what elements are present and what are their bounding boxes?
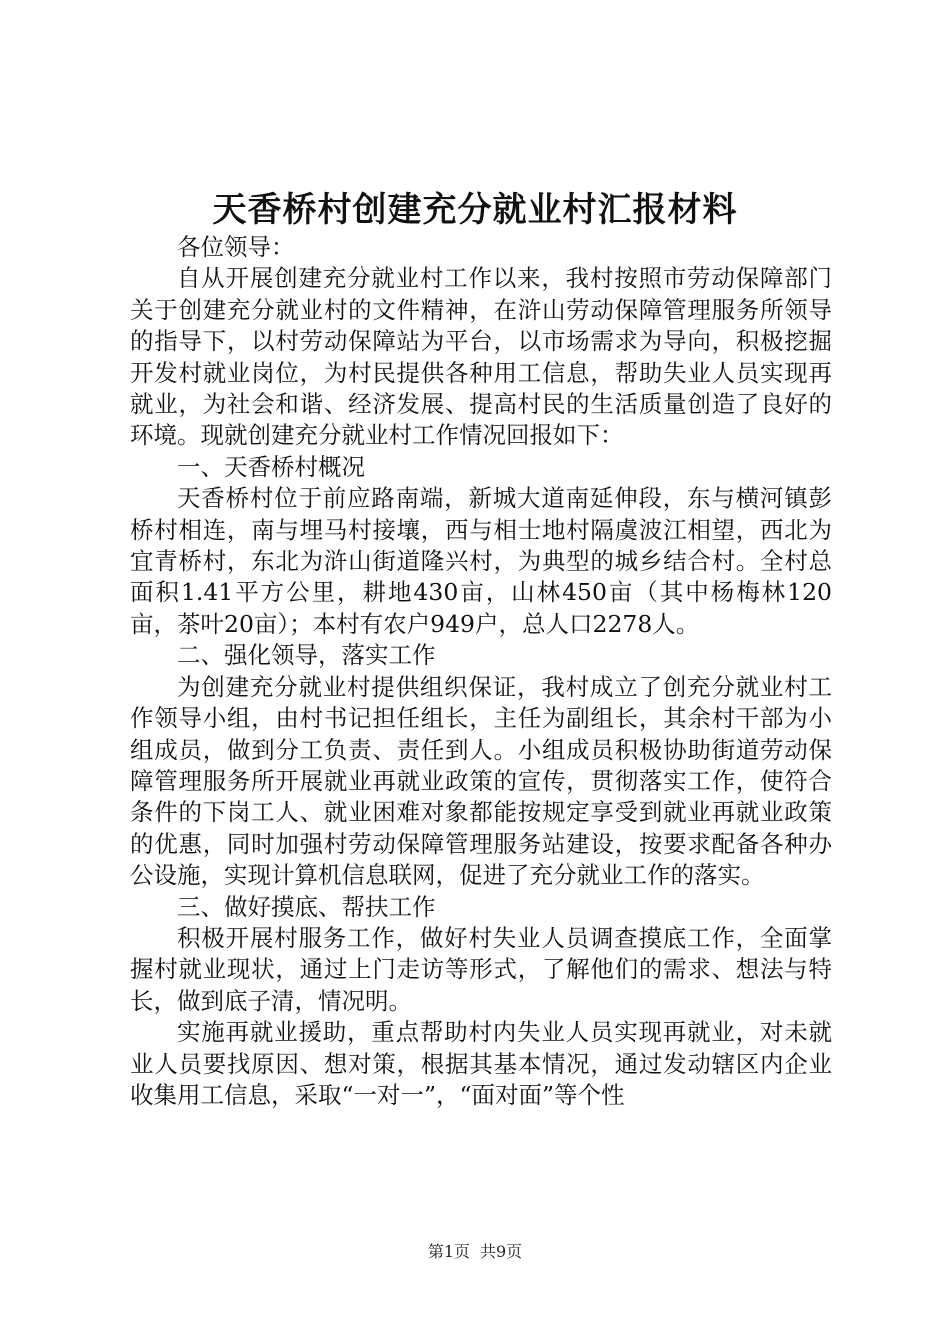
section-heading: 三、做好摸底、帮扶工作 (177, 892, 436, 921)
section-heading: 一、天香桥村概况 (177, 452, 365, 481)
section-heading: 二、强化领导，落实工作 (177, 641, 436, 670)
document-body (130, 232, 832, 1111)
page-number: 第1页 (427, 1242, 470, 1261)
page-footer (0, 1241, 950, 1263)
body-paragraph: 天香桥村位于前应路南端，新城大道南延伸段，东与横河镇彭桥村相连，南与埋马村接壤，西与相士地村隔虞波江相望，西北为宜青桥村，东北为浒山街道隆兴村，为典型的城乡结合村。全村总面积1.41平方公里，耕地430亩，山林450亩（其中杨梅林120亩，茶叶20亩）；本村有农户949户，总人口2278人。 (130, 484, 832, 638)
body-paragraph: 自从开展创建充分就业村工作以来，我村按照市劳动保障部门关于创建充分就业村的文件精神，在浒山劳动保障管理服务所领导的指导下，以村劳动保障站为平台，以市场需求为导向，积极挖掘开发村就业岗位，为村民提供各种用工信息，帮助失业人员实现再就业，为社会和谐、经济发展、提高村民的生活质量创造了良好的环境。现就创建充分就业村工作情况回报如下： (130, 264, 832, 450)
body-paragraph: 积极开展村服务工作，做好村失业人员调查摸底工作，全面掌握村就业现状，通过上门走访等形式，了解他们的需求、想法与特长，做到底子清，情况明。 (130, 923, 832, 1015)
page-total: 共9页 (480, 1242, 523, 1261)
body-paragraph: 为创建充分就业村提供组织保证，我村成立了创充分就业村工作领导小组，由村书记担任组长，主任为副组长，其余村干部为小组成员，做到分工负责、责任到人。小组成员积极协助街道劳动保障管理服务所开展就业再就业政策的宣传，贯彻落实工作，使符合条件的下岗工人、就业困难对象都能按规定享受到就业再就业政策的优惠，同时加强村劳动保障管理服务站建设，按要求配备各种办公设施，实现计算机信息联网，促进了充分就业工作的落实。 (130, 672, 832, 890)
body-paragraph: 实施再就业援助，重点帮助村内失业人员实现再就业，对未就业人员要找原因、想对策，根据其基本情况，通过发动辖区内企业收集用工信息，采取“一对一”，“面对面”等个性 (130, 1018, 832, 1109)
document-title: 天香桥村创建充分就业村汇报材料 (212, 190, 738, 230)
salutation: 各位领导： (177, 233, 295, 261)
